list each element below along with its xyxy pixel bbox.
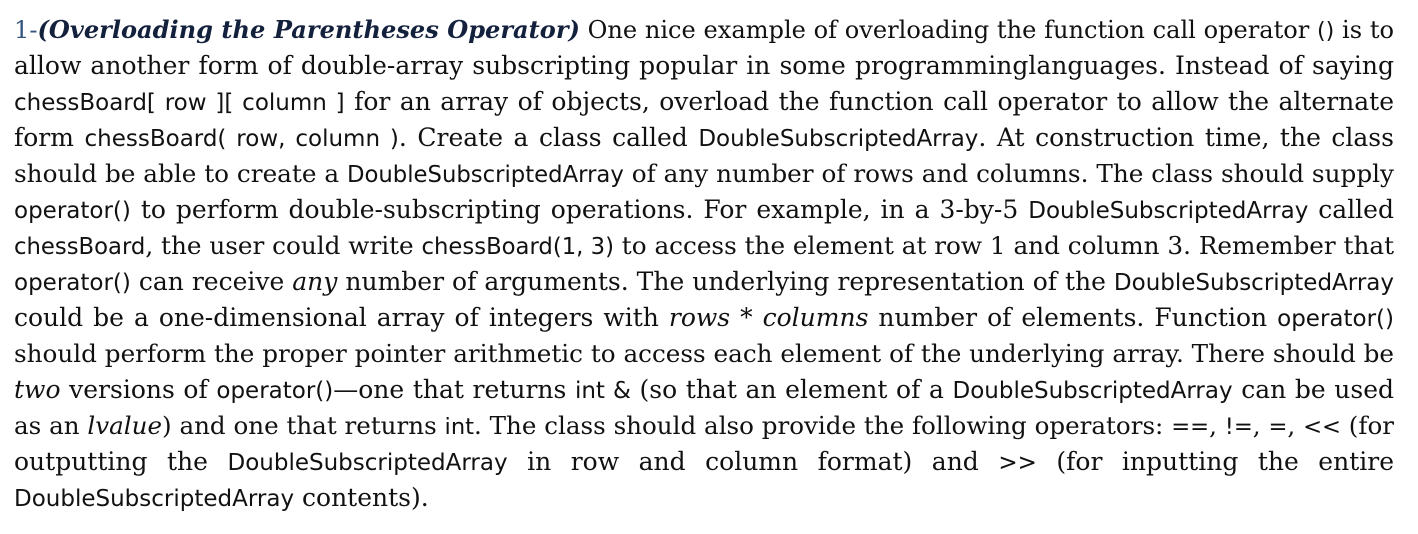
code-term: DoubleSubscriptedArray: [952, 378, 1233, 404]
body-text: ) and one that returns: [162, 411, 445, 440]
body-text: . The class should also provide the following operators:: [474, 411, 1172, 440]
body-text: form: [14, 123, 85, 152]
code-term: DoubleSubscriptedArray: [1113, 270, 1394, 296]
body-text: to perform double-subscripting operations. For example, in a 3-by-5: [130, 195, 1029, 224]
body-text: number of elements. Function: [868, 303, 1278, 332]
body-text: One nice example of overloading the function call operator: [579, 16, 1318, 44]
body-text: could be a one-dimensional array of integers with: [14, 303, 669, 332]
code-term: DoubleSubscriptedArray: [698, 126, 979, 152]
emphasis-text: lvalue: [87, 411, 163, 440]
body-text: (so that an element of a: [630, 375, 953, 404]
code-term: DoubleSubscriptedArray: [14, 486, 295, 512]
body-text: —one that returns: [333, 375, 575, 404]
body-text: contents).: [294, 483, 429, 512]
code-term: operator(): [216, 378, 334, 404]
code-term: =: [1268, 414, 1288, 440]
body-text: outputting the: [14, 447, 228, 476]
text-line: [14, 408, 1394, 444]
code-term: (): [1317, 18, 1335, 44]
code-term: ==: [1171, 414, 1210, 440]
body-text: . Create a class called: [398, 123, 699, 152]
body-text: can be used: [1232, 375, 1395, 404]
text-line: [14, 228, 1394, 264]
text-line: [14, 444, 1394, 480]
body-text: number of arguments. The underlying representation of the: [337, 267, 1114, 296]
text-line: [14, 192, 1394, 228]
code-term: int: [444, 414, 475, 440]
text-line: [14, 48, 1394, 84]
body-text: in row and column format) and: [507, 447, 999, 476]
body-text: . At construction time, the class: [978, 123, 1394, 152]
text-line: [14, 12, 1394, 48]
body-text: of any number of rows and columns. The class should supply: [623, 159, 1394, 188]
code-term: >>: [998, 450, 1037, 476]
code-term: operator(): [14, 198, 131, 224]
code-term: chessBoard: [14, 234, 146, 260]
code-term: DoubleSubscriptedArray: [1028, 198, 1309, 224]
body-text: (for: [1340, 411, 1395, 440]
body-text: to access the element at row 1 and column 3. Remember that: [613, 231, 1394, 260]
code-term: !=: [1224, 414, 1253, 440]
exercise-title: (Overloading the Parentheses Operator): [37, 15, 580, 44]
body-text: as an: [14, 411, 88, 440]
body-text: should be able to create a: [14, 159, 347, 188]
text-line: [14, 156, 1394, 192]
text-line: [14, 300, 1394, 336]
code-term: chessBoard(1, 3): [421, 234, 614, 260]
code-term: operator(): [1277, 306, 1394, 332]
text-line: [14, 336, 1394, 372]
body-text: called: [1308, 195, 1394, 224]
code-term: chessBoard[ row ][ column ]: [14, 90, 345, 116]
code-term: DoubleSubscriptedArray: [227, 450, 508, 476]
code-term: chessBoard( row, column ): [84, 126, 399, 152]
body-text: ,: [1252, 411, 1269, 440]
code-term: operator(): [14, 270, 131, 296]
emphasis-text: rows * columns: [668, 303, 869, 332]
body-text: allow another form of double-array subscripting popular in some programminglanguages. Instead of saying: [14, 51, 1394, 80]
code-term: int &: [574, 378, 631, 404]
body-text: ,: [1209, 411, 1225, 440]
body-text: , the user could write: [145, 231, 422, 260]
code-term: <<: [1303, 414, 1341, 440]
text-line: [14, 84, 1394, 120]
emphasis-text: any: [292, 267, 338, 296]
body-text: can receive: [130, 267, 293, 296]
body-text: should perform the proper pointer arithmetic to access each element of the underlying array. There should be: [14, 339, 1394, 368]
body-text: versions of: [60, 375, 217, 404]
emphasis-text: two: [14, 375, 61, 404]
code-term: DoubleSubscriptedArray: [346, 162, 624, 188]
text-line: [14, 372, 1394, 408]
body-text: is to: [1334, 16, 1394, 44]
body-text: ,: [1287, 411, 1304, 440]
text-line: [14, 120, 1394, 156]
text-line: [14, 264, 1394, 300]
text-line: [14, 480, 1394, 516]
exercise-number: 1-: [14, 16, 38, 44]
exercise-paragraph: [14, 12, 1394, 516]
body-text: (for inputting the entire: [1036, 447, 1394, 476]
body-text: for an array of objects, overload the function call operator to allow the alternate: [344, 87, 1394, 116]
